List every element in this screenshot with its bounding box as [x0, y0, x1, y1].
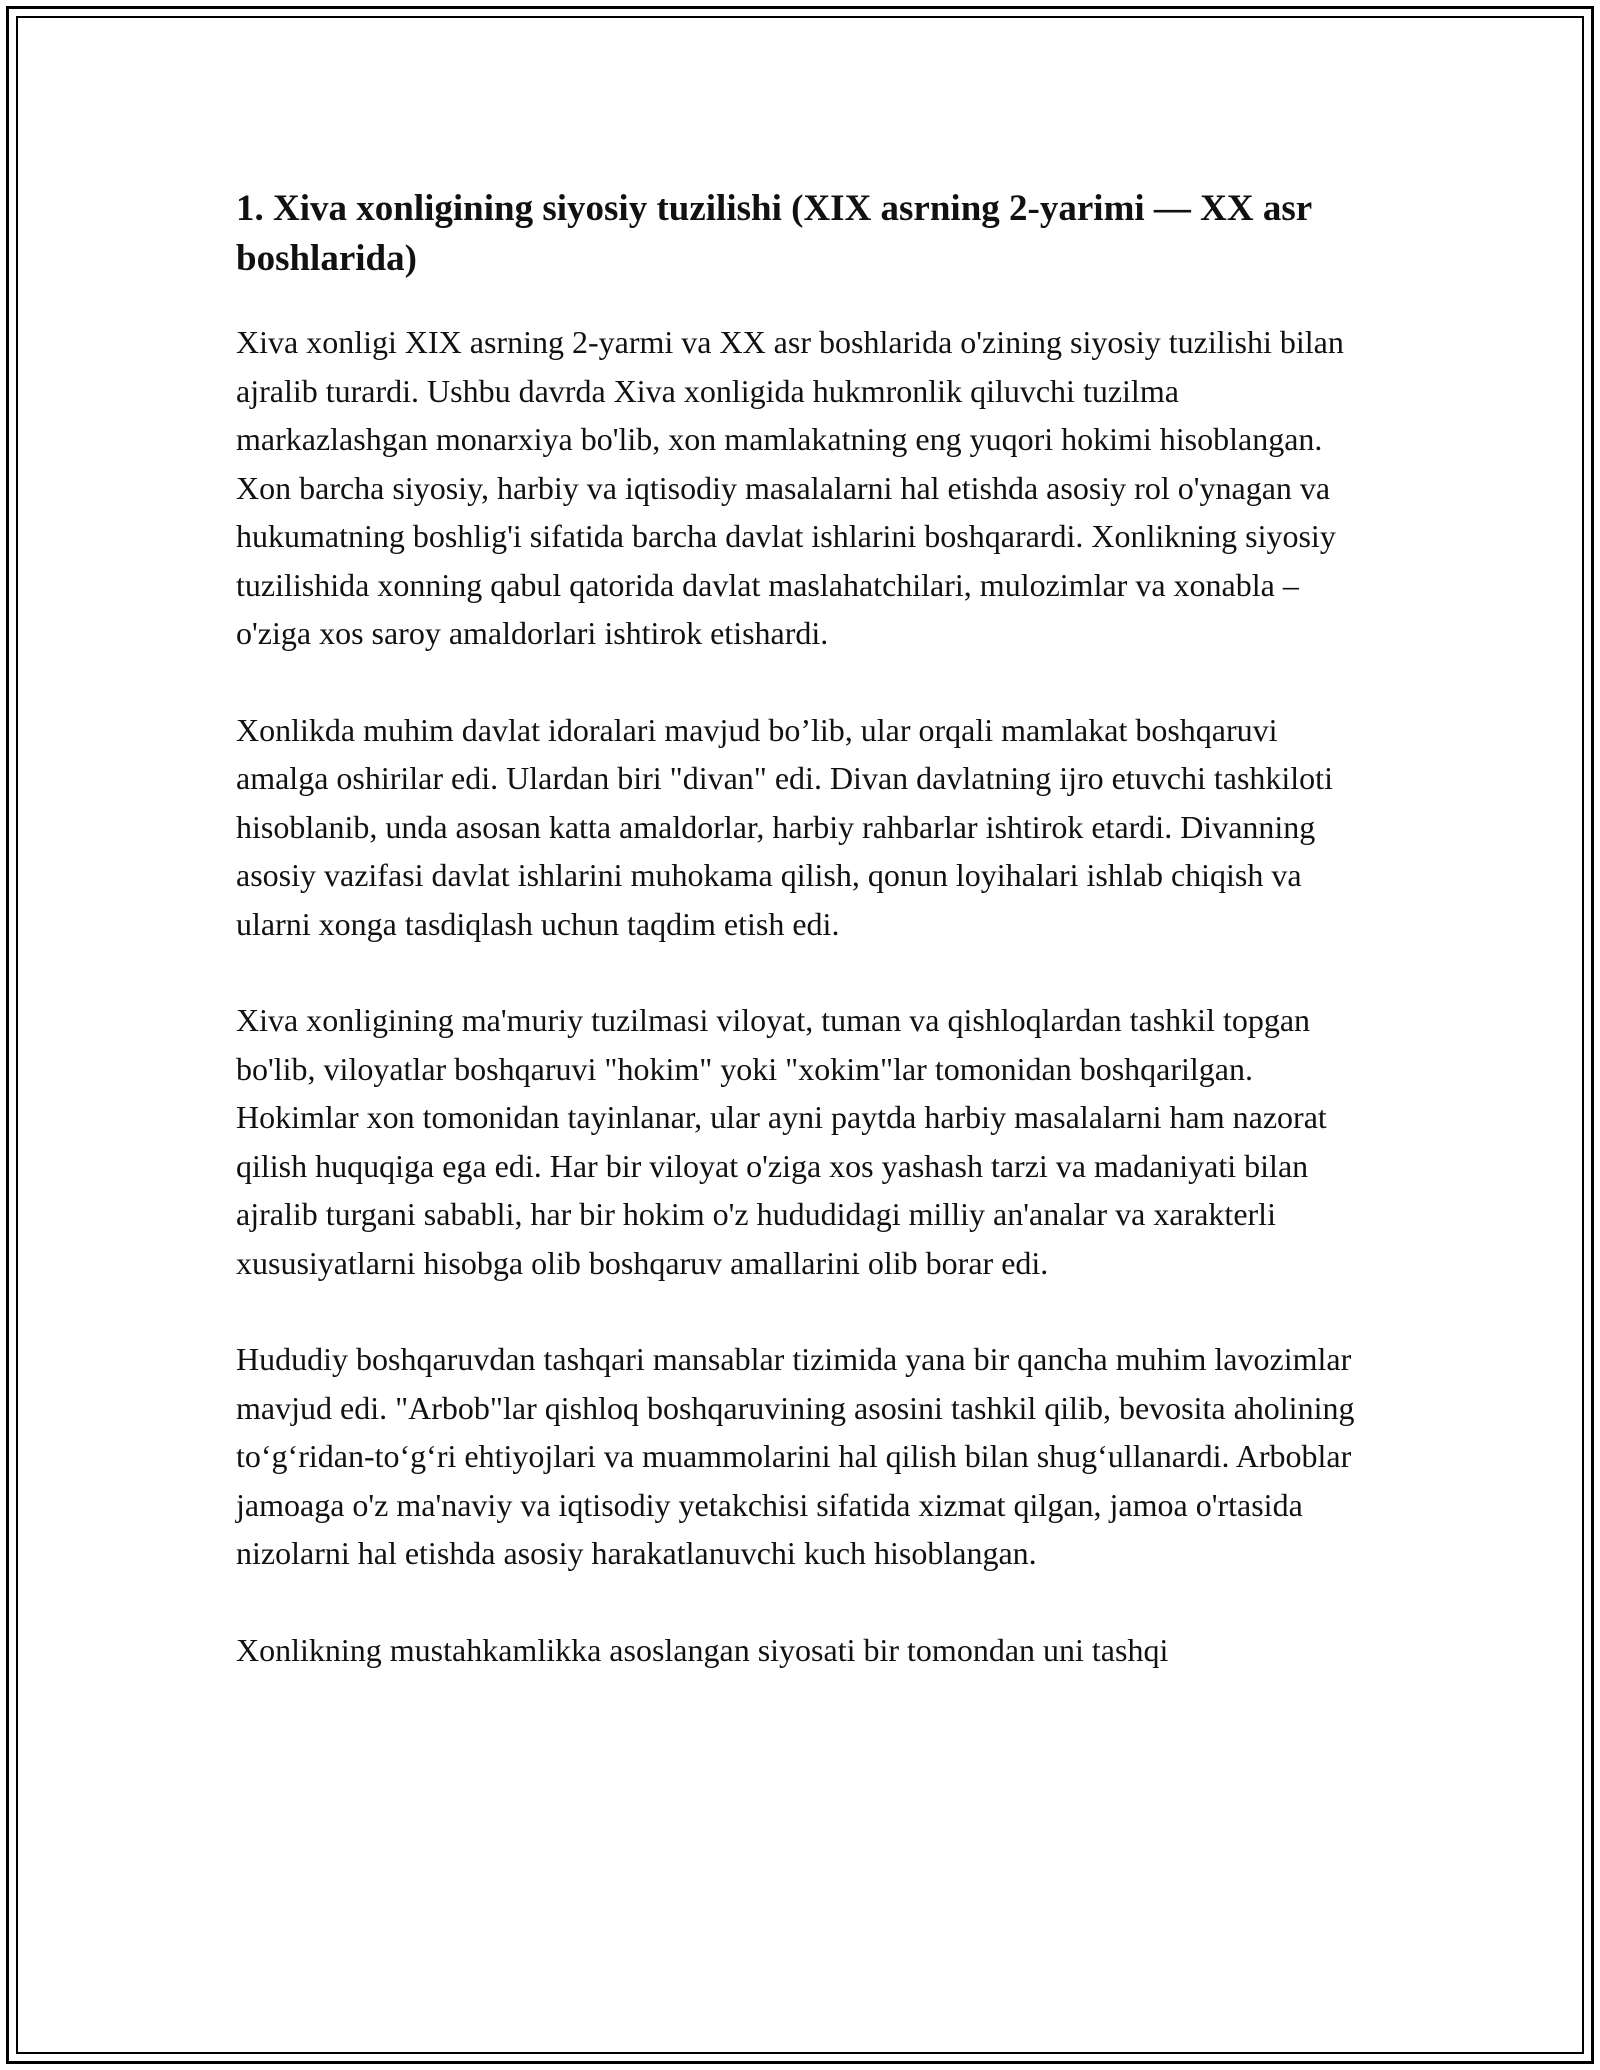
paragraph-policy-truncated: Xonlikning mustahkamlikka asoslangan siyosati bir tomondan uni tashqi	[236, 1631, 1169, 1668]
paragraph-arbob: Hududiy boshqaruvdan tashqari mansablar tizimida yana bir qancha muhim lavozimlar mavjud edi. "Arbob"lar qishloq boshqaruvining asosini tashkil qilib, bevosita aholining to‘g‘ridan-to‘g‘ri ehtiyojlari va muammolarini hal qilish bilan shug‘ullanardi. Arboblar jamoaga o'z ma'naviy va iqtisodiy yetakchisi sifatida xizmat qilgan, jamoa o'rtasida nizolarni hal etishda asosiy harakatlanuvchi kuch hisoblangan.	[236, 1341, 1355, 1571]
paragraph-political-structure: Xiva xonligi XIX asrning 2-yarmi va XX asr boshlarida o'zining siyosiy tuzilishi bilan ajralib turardi. Ushbu davrda Xiva xonligida hukmronlik qiluvchi tuzilma markazlashgan monarxiya bo'lib, xon mamlakatning eng yuqori hokimi hisoblangan. Xon barcha siyosiy, harbiy va iqtisodiy masalalarni hal etishda asosiy rol o'ynagan va hukumatning boshlig'i sifatida barcha davlat ishlarini boshqarardi. Xonlikning siyosiy tuzilishida xonning qabul qatorida davlat maslahatchilari, mulozimlar va xonabla – o'ziga xos saroy amaldorlari ishtirok etishardi.	[236, 324, 1344, 651]
paragraph-divan: Xonlikda muhim davlat idoralari mavjud bo’lib, ular orqali mamlakat boshqaruvi amalga oshirilar edi. Ulardan biri "divan" edi. Divan davlatning ijro etuvchi tashkiloti hisoblanib, unda asosan katta amaldorlar, harbiy rahbarlar ishtirok etardi. Divanning asosiy vazifasi davlat ishlarini muhokama qilish, qonun loyihalari ishlab chiqish va ularni xonga tasdiqlash uchun taqdim etish edi.	[236, 711, 1333, 942]
section-heading: 1. Xiva xonligining siyosiy tuzilishi (XIX asrning 2-yarimi — XX asr boshlarida)	[236, 188, 1312, 279]
paragraph-administrative-structure: Xiva xonligining ma'muriy tuzilmasi viloyat, tuman va qishloqlardan tashkil topgan bo'lib, viloyatlar boshqaruvi "hokim" yoki "xokim"lar tomonidan boshqarilgan. Hokimlar xon tomonidan tayinlanar, ular ayni paytda harbiy masalalarni ham nazorat qilish huquqiga ega edi. Har bir viloyat o'ziga xos yashash tarzi va madaniyati bilan ajralib turgani sababli, har bir hokim o'z hududidagi milliy an'analar va xarakterli xususiyatlarni hisobga olib boshqaruv amallarini olib borar edi.	[236, 1002, 1327, 1281]
document-body	[236, 184, 1366, 1722]
